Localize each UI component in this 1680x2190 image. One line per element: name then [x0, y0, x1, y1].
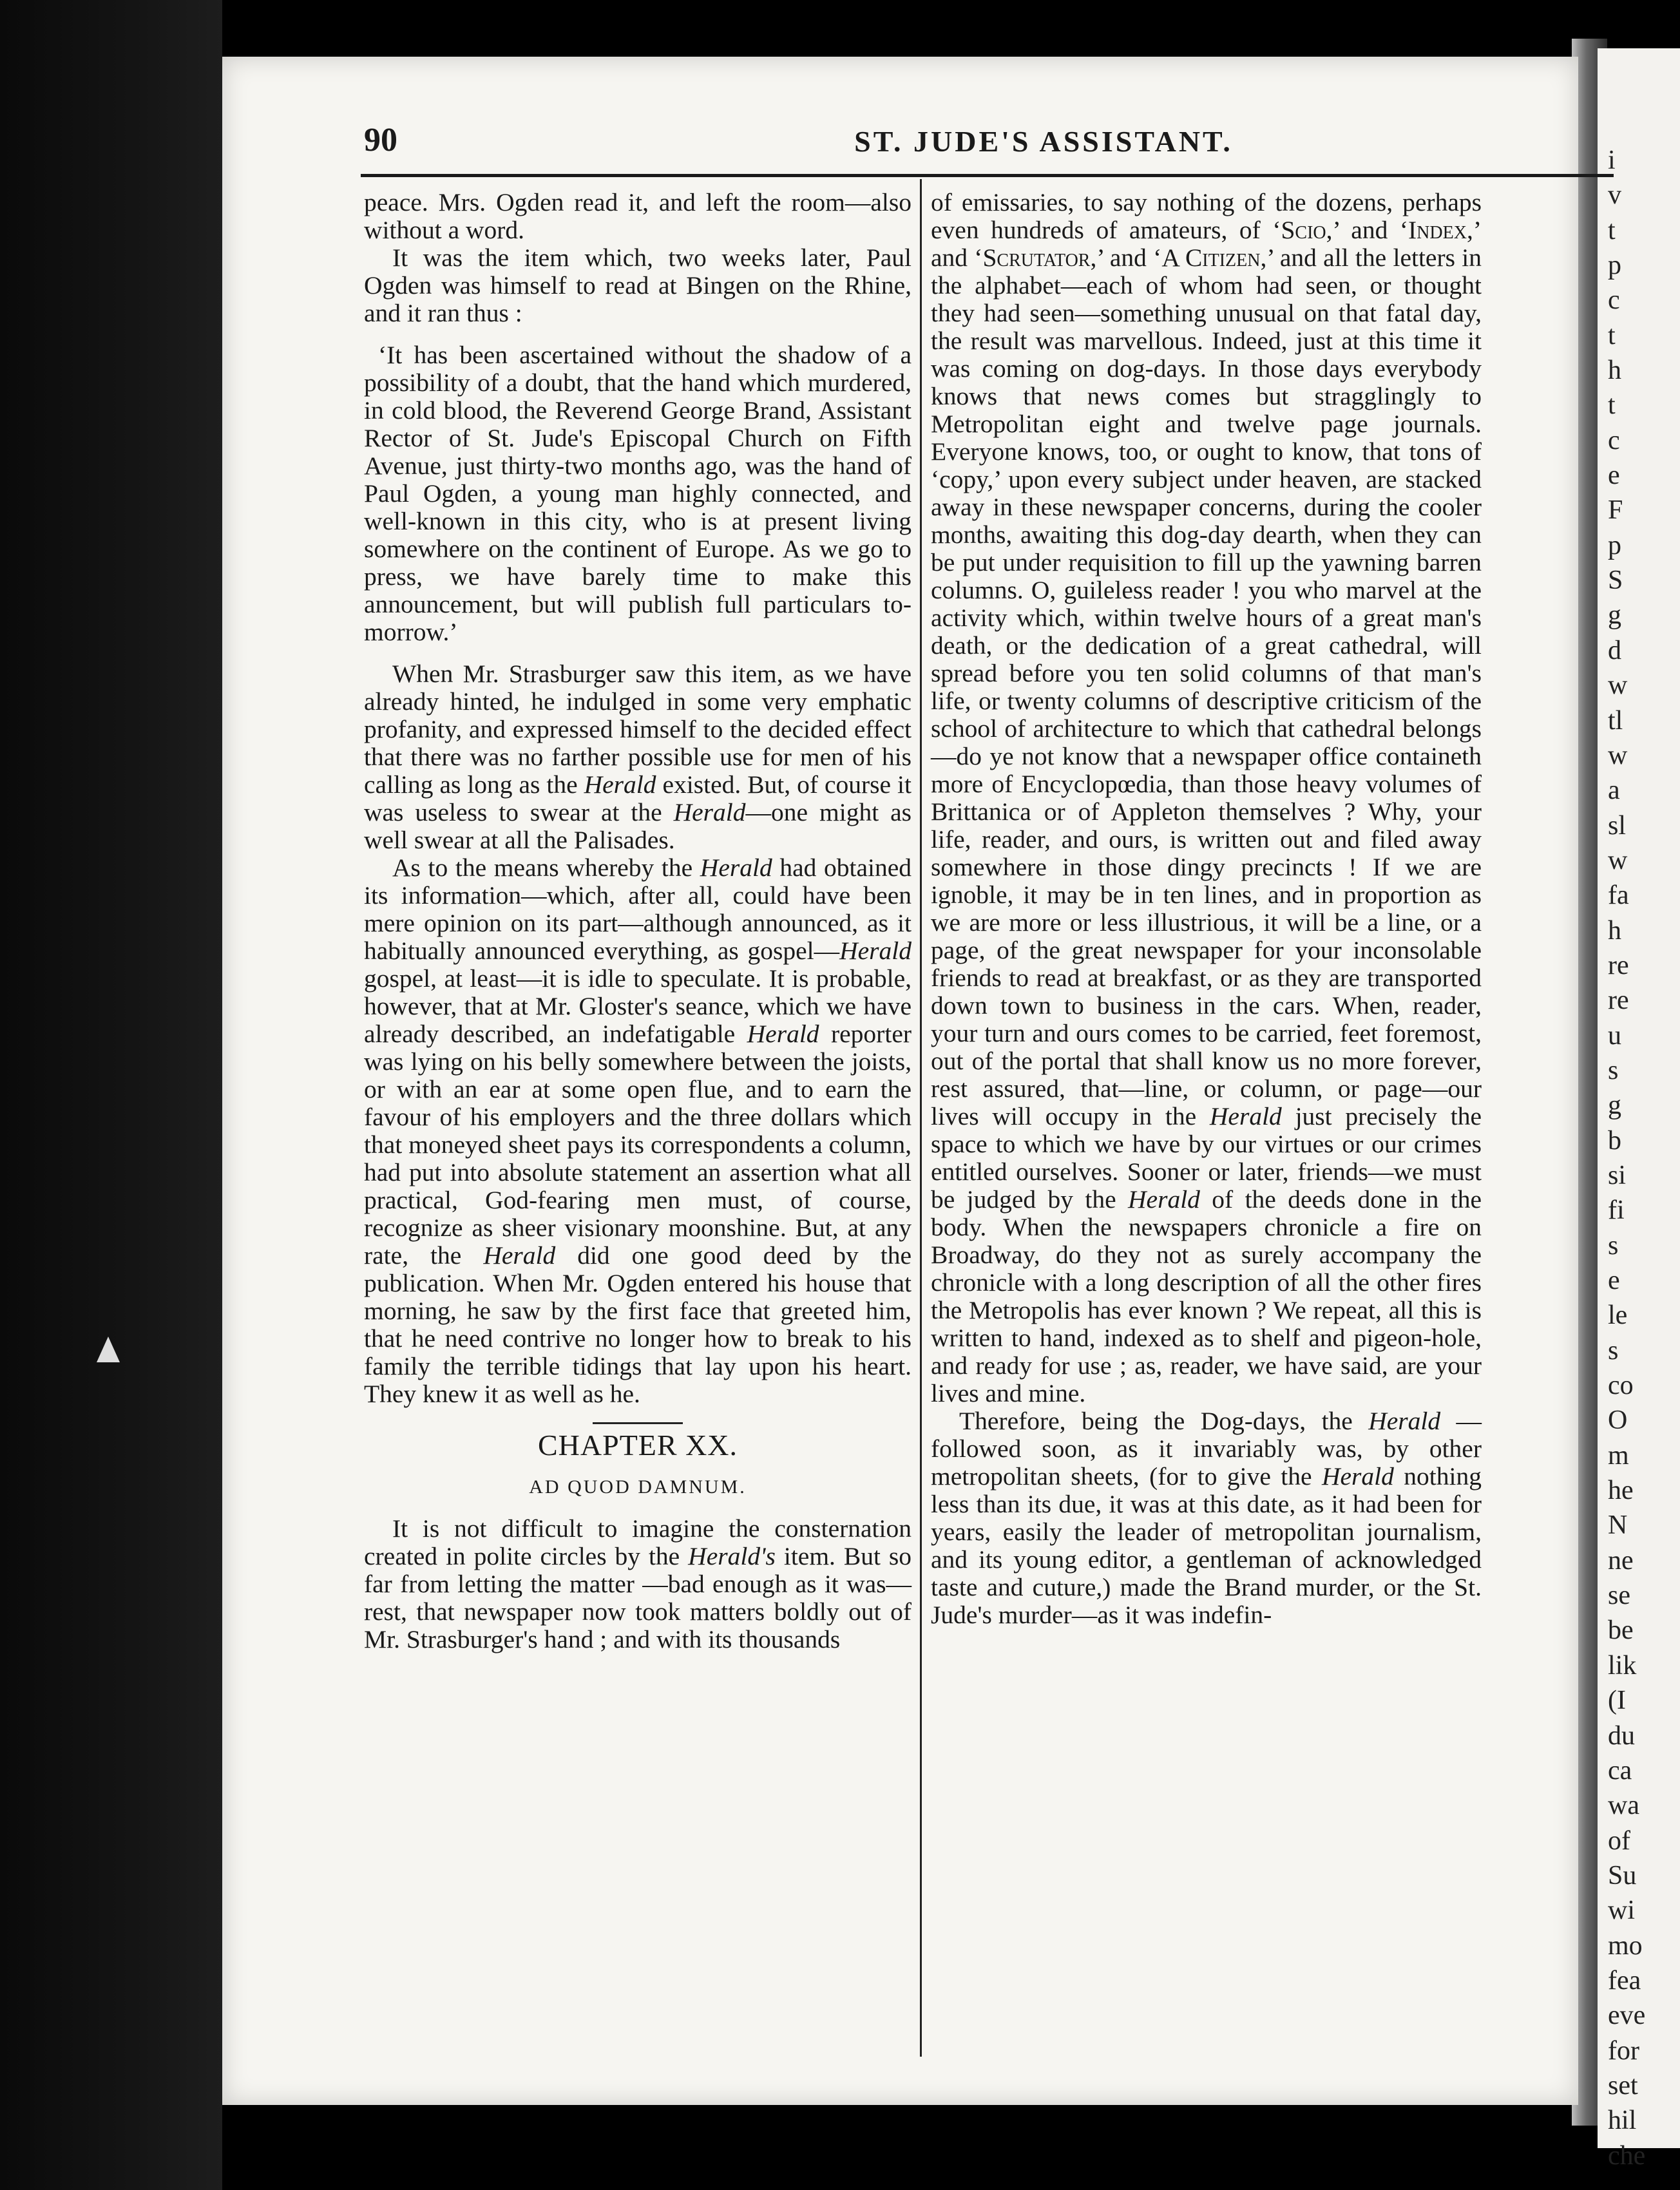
next-page-fragment: wi	[1608, 1896, 1635, 1926]
paragraph: It is not difficult to imagine the consternation created in polite circles by the Herald's item. But so far from letting the matter —bad enough as it was—rest, that newspaper now took matters boldly out of Mr. Strasburger's hand ; and with its thousands	[364, 1514, 912, 1653]
next-page-fragment: re	[1608, 986, 1629, 1016]
running-head: ST. JUDE'S ASSISTANT.	[854, 125, 1233, 158]
next-page-fragment: e	[1608, 461, 1620, 491]
next-page-fragment: p	[1608, 251, 1621, 281]
next-page-fragment: che	[1608, 2140, 1646, 2171]
next-page-edge	[1598, 48, 1680, 2171]
paragraph: When Mr. Strasburger saw this item, as we have already hinted, he indulged in some very emphatic profanity, and expressed himself to the decided effect that there was no farther possible use for men of his calling as long as the Herald existed. But, of course it was useless to swear at the Herald—one might as well swear at all the Palisades.	[364, 660, 912, 854]
next-page-fragment: set	[1608, 2070, 1638, 2100]
next-page-fragment: se	[1608, 1581, 1630, 1611]
next-page-fragment: g	[1608, 1090, 1621, 1121]
chapter-subtitle: AD QUOD DAMNUM.	[529, 1476, 747, 1498]
next-page-fragment: m	[1608, 1440, 1629, 1471]
next-page-fragment: u	[1608, 1020, 1621, 1051]
next-page-fragment: wa	[1608, 1791, 1639, 1821]
column-divider	[920, 179, 922, 2057]
next-page-fragment: of	[1608, 1825, 1630, 1856]
chapter-title: CHAPTER XX.	[364, 1420, 912, 1459]
next-page-fragment: co	[1608, 1371, 1634, 1401]
next-page-fragment: tl	[1608, 705, 1623, 736]
header-rule	[361, 174, 1614, 177]
next-page-fragment: t	[1608, 215, 1616, 245]
next-page-fragment: he	[1608, 1476, 1634, 1506]
next-page-fragment: be	[1608, 1615, 1634, 1646]
next-page-fragment: a	[1608, 776, 1620, 806]
paragraph: Therefore, being the Dog-days, the Herald —followed soon, as it invariably was, by other metropolitan sheets, (for to give the Herald nothing less than its due, it was at this date, as it had been for years, easily the leader of metropolitan journalism, and its young editor, a gentleman of acknowledged taste and cuture,) made the Brand murder, or the St. Jude's murder—as it was indefin-	[931, 1407, 1482, 1629]
next-page-fragment: N	[1608, 1510, 1628, 1541]
next-page-fragment: c	[1608, 425, 1620, 455]
next-page-fragment: (I	[1608, 1686, 1626, 1716]
next-page-fragment: eve	[1608, 2001, 1646, 2031]
next-page-fragment: h	[1608, 356, 1621, 386]
paragraph: of emissaries, to say nothing of the dozens, perhaps even hundreds of amateurs, of ‘Scio,’ and ‘Index,’ and ‘Scrutator,’ and ‘A Citizen,’ and all the letters in the alphabet—each of whom had seen, or thought they had seen—something unusual on that fatal day, the result was marvellous. Indeed, just at this time it was coming on dog-days. In those days everybody knows that news comes but stragglingly to Metropolitan eight and twelve page journals. Everyone knows, too, or ought to know, that tons of ‘copy,’ upon every subject under heaven, are stacked away in these newspaper concerns, during the cooler months, awaiting this dog-day dearth, when they can be put under requisition to fill up the yawning barren columns. O, guileless reader ! you who marvel at the activity which, within twelve hours of a great man's death, or the dedication of a great cathedral, will spread before you ten solid columns of that man's life, or twenty columns of descriptive criticism of the school of architecture to which that cathedral belongs—do ye not know that a newspaper office containeth more of Encyclopœdia, than those heavy volumes of Brittanica or of Appleton themselves ? Why, your life, reader, and ours, is written out and filed away somewhere in those dingy precincts ! If we are ignoble, it may be in ten lines, and in proportion as we are more or less illustrious, it will be a line, or a page, of the great newspaper for your inconsolable friends to read at breakfast, or as they are transported down town to business in the cars. When, reader, your turn and ours comes to be carried, feet foremost, out of the portal that shall know us no more forever, rest assured, that—line, or column, or page—our lives will occupy in the Herald just precisely the space to which we have by our virtues or our crimes entitled ourselves. Sooner or later, friends—we must be judged by the Herald of the deeds done in the body. When the newspapers chronicle a fire on Broadway, do they not as surely accompany the chronicle with a long description of all the other fires the Metropolis has ever known ? We repeat, all this is written to hand, indexed as to shelf and pigeon-hole, and ready for use ; as, reader, we have said, are your lives and mine.	[931, 188, 1482, 1407]
paragraph: It was the item which, two weeks later, Paul Ogden was himself to read at Bingen on the Rhine, and it ran thus :	[364, 243, 912, 327]
binding-mark	[97, 1337, 120, 1362]
next-page-fragment: Su	[1608, 1860, 1637, 1890]
next-page-fragment: du	[1608, 1720, 1635, 1751]
next-page-fragment: h	[1608, 915, 1621, 946]
right-column	[931, 189, 1482, 1629]
next-page-fragment: mo	[1608, 1930, 1643, 1961]
next-page-fragment: s	[1608, 1335, 1619, 1366]
book-binding-edge	[0, 0, 222, 2190]
next-page-fragment: w	[1608, 671, 1628, 701]
next-page-fragment: ne	[1608, 1545, 1634, 1576]
next-page-fragment: ca	[1608, 1755, 1632, 1785]
next-page-fragment: s	[1608, 1055, 1619, 1085]
book-page	[222, 57, 1578, 2105]
next-page-fragment: S	[1608, 566, 1623, 596]
next-page-fragment: O	[1608, 1405, 1628, 1436]
next-page-fragment: lik	[1608, 1650, 1637, 1681]
next-page-fragment: sl	[1608, 810, 1627, 841]
left-column	[364, 189, 912, 1653]
next-page-fragment: fi	[1608, 1195, 1625, 1226]
next-page-fragment: fea	[1608, 1965, 1641, 1995]
next-page-fragment: F	[1608, 495, 1623, 526]
page-number: 90	[364, 122, 397, 158]
paragraph: As to the means whereby the Herald had obtained its information—which, after all, could have been mere opinion on its part—although announced, as it habitually announced everything, as gospel—Herald gospel, at least—it is idle to speculate. It is probable, however, that at Mr. Gloster's seance, which we have already described, an indefatigable Herald reporter was lying on his belly somewhere between the joists, or with an ear at some open flue, and to earn the favour of his employers and the three dollars which that moneyed sheet pays its correspondents a column, had put into absolute statement an assertion what all practical, God-fearing men must, of course, recognize as sheer visionary moonshine. But, at any rate, the Herald did one good deed by the publication. When Mr. Ogden entered his house that morning, he saw by the first face that greeted him, that he need contrive no longer how to break to his family the terrible tidings that lay upon his heart. They knew it as well as he.	[364, 853, 912, 1408]
next-page-fragment: for	[1608, 2035, 1639, 2066]
next-page-fragment: w	[1608, 845, 1628, 875]
next-page-fragment: d	[1608, 635, 1621, 665]
next-page-fragment: s	[1608, 1230, 1619, 1261]
quoted-item: ‘It has been ascertained without the shadow of a possibility of a doubt, that the hand which murdered, in cold blood, the Reverend George Brand, Assistant Rector of St. Jude's Episcopal Church on Fifth Avenue, just thirty-two months ago, was the hand of Paul Ogden, a young man highly connected, and well-known in this city, who is at present living somewhere on the continent of Europe. As we go to press, we have barely time to make this announcement, but will publish full particulars to-morrow.’	[364, 341, 912, 646]
next-page-fragment: p	[1608, 530, 1621, 560]
next-page-fragment: re	[1608, 950, 1629, 980]
next-page-fragment: hil	[1608, 2106, 1637, 2136]
next-page-fragment: w	[1608, 740, 1628, 770]
paragraph: peace. Mrs. Ogden read it, and left the room—also without a word.	[364, 188, 912, 244]
next-page-fragment: t	[1608, 320, 1616, 350]
next-page-fragment: e	[1608, 1266, 1620, 1296]
next-page-fragment: t	[1608, 390, 1616, 421]
next-page-fragment: le	[1608, 1300, 1628, 1331]
next-page-fragment: c	[1608, 285, 1620, 316]
next-page-fragment: fa	[1608, 881, 1629, 911]
next-page-fragment: si	[1608, 1161, 1627, 1190]
next-page-fragment: b	[1608, 1125, 1621, 1156]
next-page-fragment: g	[1608, 600, 1621, 631]
next-page-fragment: v	[1608, 180, 1621, 211]
next-page-fragment: i	[1608, 146, 1616, 175]
